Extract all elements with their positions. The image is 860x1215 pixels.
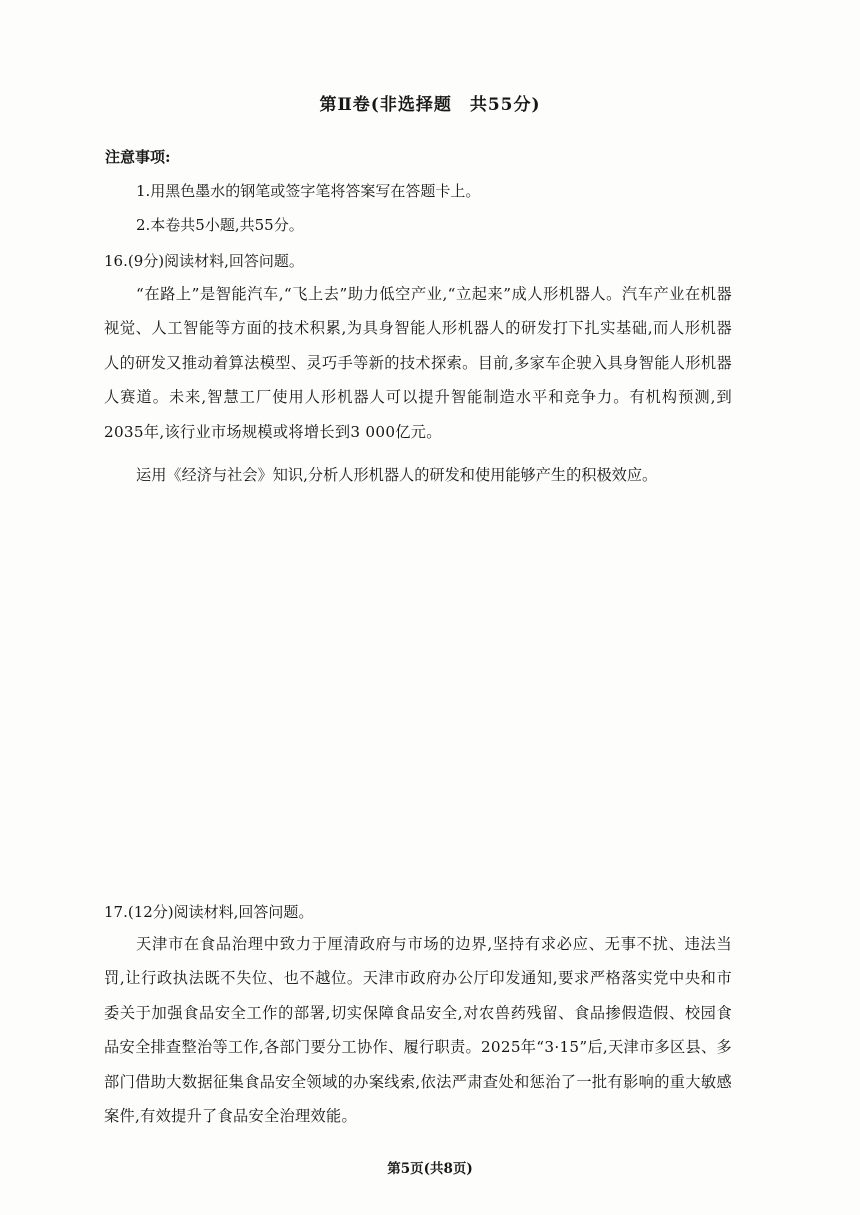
question-16-material: “在路上”是智能汽车,“飞上去”助力低空产业,“立起来”成人形机器人。汽车产业在机器视觉、人工智能等方面的技术积累,为具身智能人形机器人的研发打下扎实基础,而人形机器人的研发又推动着算法模型、灵巧手等新的技术探索。目前,多家车企驶入具身智能人形机器人赛道。未来,智慧工厂使用人形机器人可以提升智能制造水平和竞争力。有机构预测,到2035年,该行业市场规模或将增长到3 000亿元。 <box>104 285 732 441</box>
page-number-footer: 第5页(共8页) <box>387 1161 473 1177</box>
section-title: 第Ⅱ卷(非选择题 共55分) <box>319 95 541 115</box>
notice-item: 1.用黑色墨水的钢笔或签字笔将答案写在答题卡上。 <box>136 182 481 200</box>
question-17-header: 17.(12分)阅读材料,回答问题。 <box>104 903 314 921</box>
question-17-material: 天津市在食品治理中致力于厘清政府与市场的边界,坚持有求必应、无事不扰、违法当罚,让行政执法既不失位、也不越位。天津市政府办公厅印发通知,要求严格落实党中央和市委关于加强食品安全工作的部署,切实保障食品安全,对农兽药残留、食品掺假造假、校园食品安全排查整治等工作,各部门要分工协作、履行职责。2025年“3·15”后,天津市多区县、多部门借助大数据征集食品安全领域的办案线索,依法严肃查处和惩治了一批有影响的重大敏感案件,有效提升了食品安全治理效能。 <box>104 935 732 1126</box>
notice-heading: 注意事项: <box>105 148 171 166</box>
question-16-task: 运用《经济与社会》知识,分析人形机器人的研发和使用能够产生的积极效应。 <box>136 466 658 484</box>
question-16-header: 16.(9分)阅读材料,回答问题。 <box>104 252 304 270</box>
answer-blank-area <box>104 500 732 880</box>
notice-item: 2.本卷共5小题,共55分。 <box>136 216 304 234</box>
